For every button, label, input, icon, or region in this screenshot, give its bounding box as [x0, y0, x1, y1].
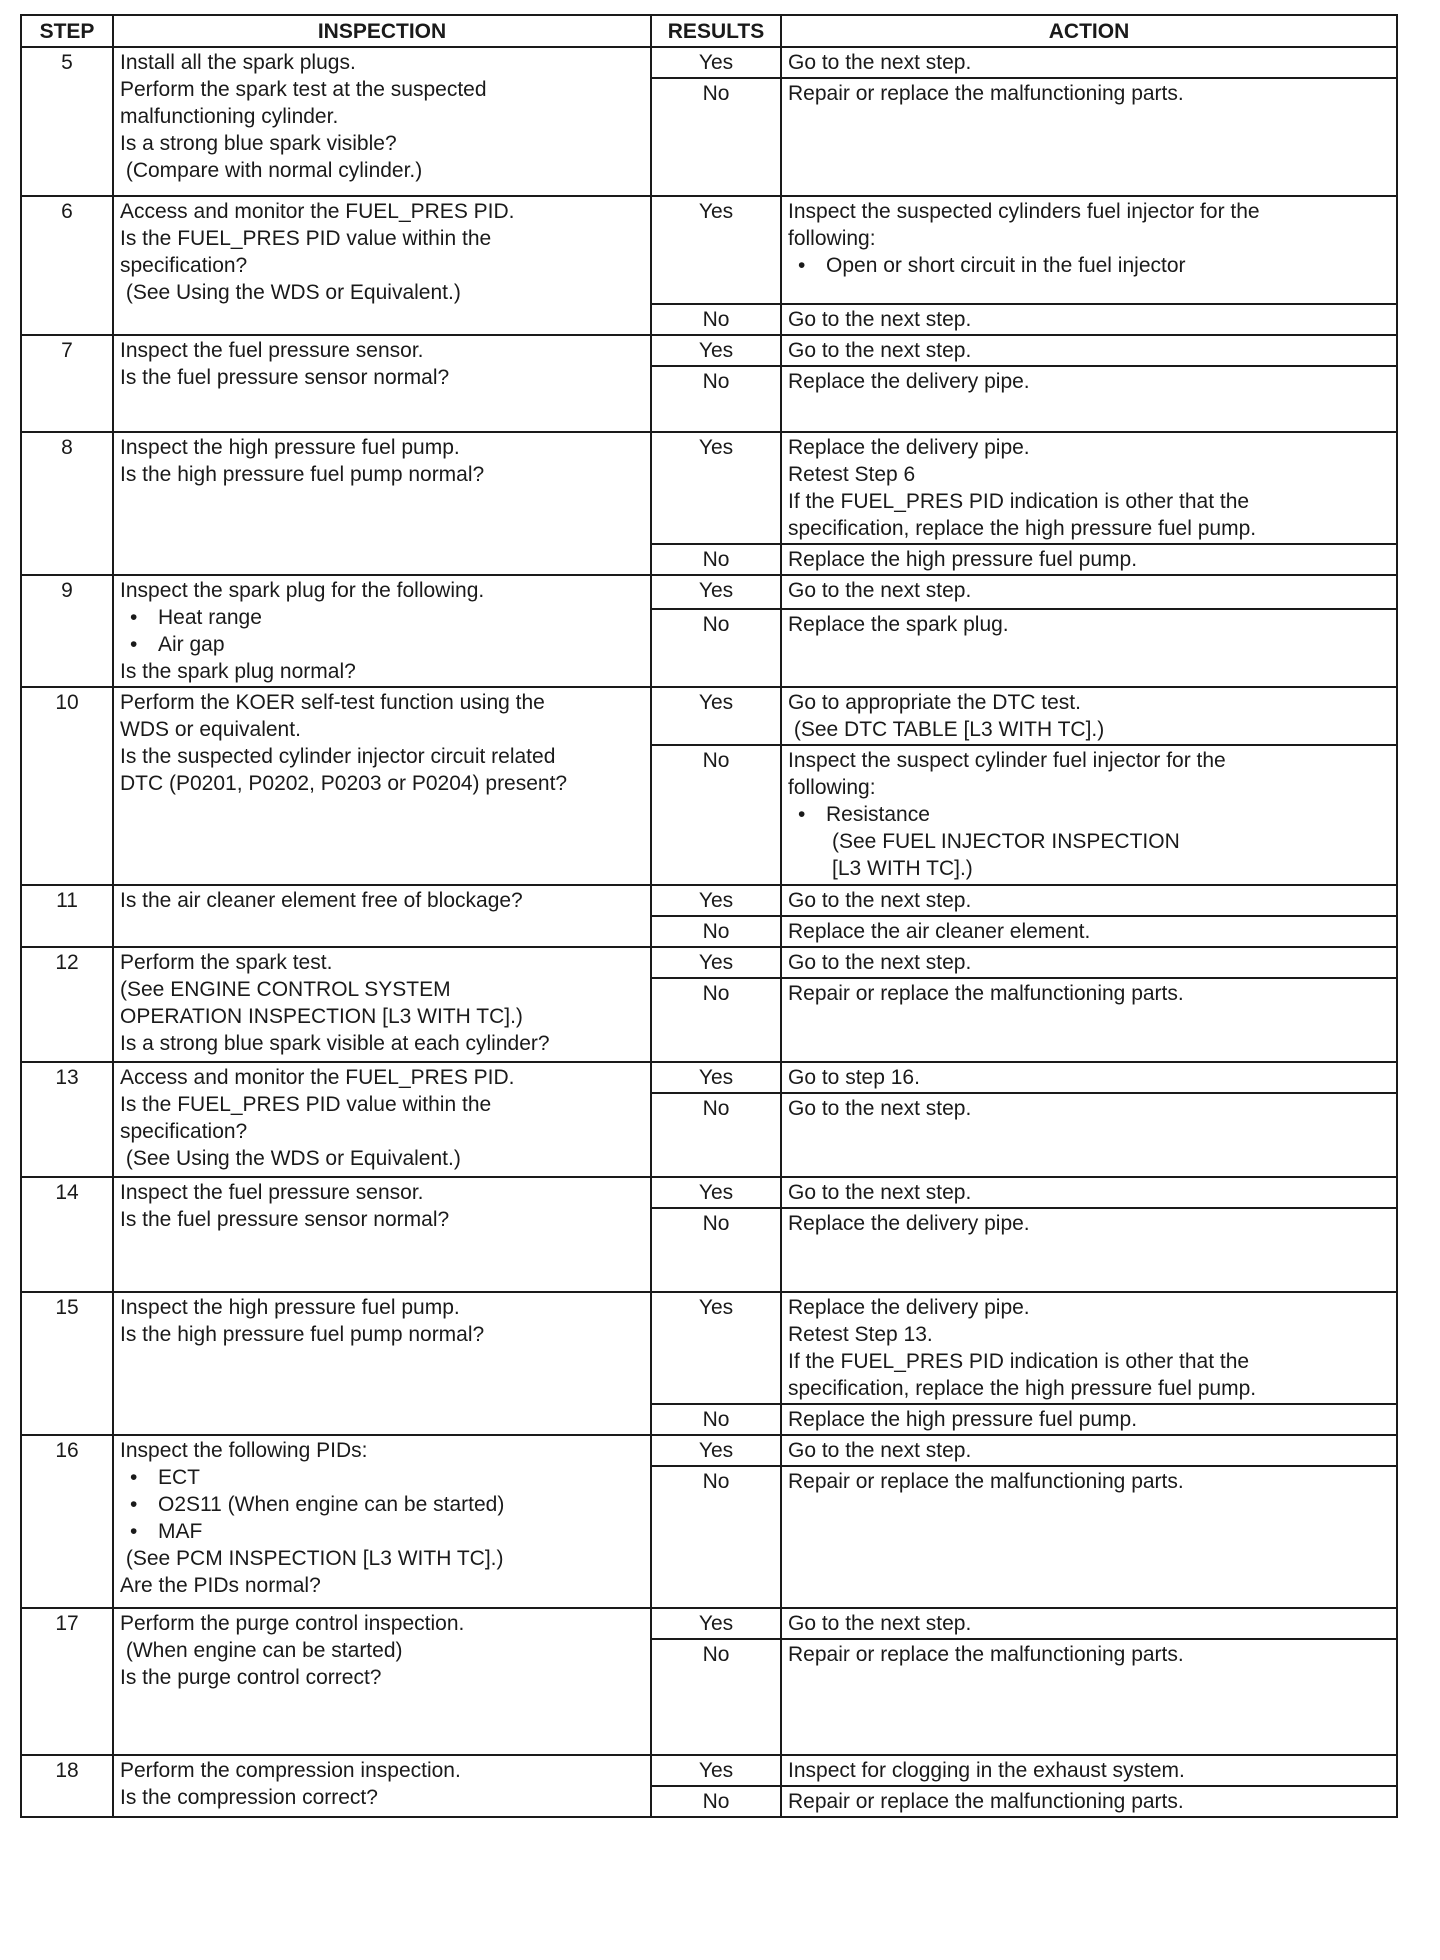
text-line: Go to appropriate the DTC test.: [788, 691, 1081, 714]
inspection-cell: [113, 47, 651, 196]
no-action-cell: [781, 609, 1397, 687]
no-action-cell: [781, 366, 1397, 432]
text-line: Perform the KOER self-test function using the: [120, 691, 545, 714]
result-yes: Yes: [651, 196, 781, 304]
yes-action-cell: [781, 1435, 1397, 1466]
inspection-cell: [113, 1755, 651, 1817]
inspection-cell: [113, 432, 651, 575]
text-line: (See DTC TABLE [L3 WITH TC].): [788, 718, 1105, 741]
result-no: No: [651, 609, 781, 687]
text-line: DTC (P0201, P0202, P0203 or P0204) present?: [120, 772, 568, 795]
text-line: Retest Step 13.: [788, 1323, 933, 1346]
text-line: Access and monitor the FUEL_PRES PID.: [120, 200, 515, 223]
text-line: Access and monitor the FUEL_PRES PID.: [120, 1066, 515, 1089]
inspection-cell: [113, 1435, 651, 1608]
no-action-cell: [781, 544, 1397, 575]
yes-action-cell: [781, 1755, 1397, 1786]
step-number: 5: [21, 47, 113, 196]
text-line: Is the suspected cylinder injector circuit related: [120, 745, 556, 768]
text-line: Perform the spark test.: [120, 951, 333, 974]
yes-action-cell: [781, 1177, 1397, 1208]
step-number: 7: [21, 335, 113, 432]
step-number: 6: [21, 196, 113, 335]
text-line: Is the spark plug normal?: [120, 660, 356, 683]
result-no: No: [651, 1404, 781, 1435]
inspection-cell: [113, 1177, 651, 1292]
table-row: [21, 1755, 1397, 1786]
text-line: Repair or replace the malfunctioning parts.: [788, 82, 1184, 105]
text-line: Go to the next step.: [788, 889, 972, 912]
step-number: 10: [21, 687, 113, 885]
result-no: No: [651, 1639, 781, 1755]
result-no: No: [651, 544, 781, 575]
text-line: Are the PIDs normal?: [120, 1574, 321, 1597]
bullet-item: • Air gap: [120, 631, 644, 658]
no-action-cell: [781, 978, 1397, 1062]
text-line: Perform the purge control inspection.: [120, 1612, 465, 1635]
yes-action-cell: [781, 1292, 1397, 1404]
result-no: No: [651, 745, 781, 885]
text-line: Is the air cleaner element free of blockage?: [120, 889, 523, 912]
step-number: 14: [21, 1177, 113, 1292]
text-line: Go to the next step.: [788, 1612, 972, 1635]
result-yes: Yes: [651, 1755, 781, 1786]
text-line: (Compare with normal cylinder.): [120, 159, 423, 182]
text-line: Retest Step 6: [788, 463, 916, 486]
text-line: Replace the high pressure fuel pump.: [788, 1408, 1138, 1431]
table-row: [21, 1292, 1397, 1404]
text-line: Replace the delivery pipe.: [788, 436, 1030, 459]
result-yes: Yes: [651, 687, 781, 745]
text-line: If the FUEL_PRES PID indication is other that the: [788, 490, 1250, 513]
text-line: Is the compression correct?: [120, 1786, 378, 1809]
result-yes: Yes: [651, 1292, 781, 1404]
text-line: If the FUEL_PRES PID indication is other that the: [788, 1350, 1250, 1373]
text-line: specification, replace the high pressure fuel pump.: [788, 1377, 1257, 1400]
bullet-item: • O2S11 (When engine can be started): [120, 1491, 644, 1518]
text-line: [L3 WITH TC].): [832, 857, 973, 880]
text-line: Is a strong blue spark visible at each cylinder?: [120, 1032, 550, 1055]
header-step: STEP: [21, 15, 113, 47]
no-action-cell: [781, 916, 1397, 947]
bullet-item: • Resistance: [788, 801, 1390, 828]
text-line: (See Using the WDS or Equivalent.): [120, 281, 461, 304]
result-yes: Yes: [651, 1062, 781, 1093]
text-line: specification, replace the high pressure fuel pump.: [788, 517, 1257, 540]
result-no: No: [651, 1093, 781, 1177]
text-line: (See FUEL INJECTOR INSPECTION: [832, 830, 1180, 853]
text-line: Is a strong blue spark visible?: [120, 132, 397, 155]
text-line: (When engine can be started): [120, 1639, 403, 1662]
no-action-cell: [781, 1786, 1397, 1817]
text-line: specification?: [120, 254, 248, 277]
text-line: Repair or replace the malfunctioning parts.: [788, 982, 1184, 1005]
text-line: Go to the next step.: [788, 51, 972, 74]
table-row: [21, 47, 1397, 78]
no-action-cell: [781, 1208, 1397, 1292]
result-no: No: [651, 304, 781, 335]
text-line: Perform the spark test at the suspected: [120, 78, 487, 101]
no-action-cell: [781, 78, 1397, 196]
step-number: 12: [21, 947, 113, 1062]
text-line: Inspect the fuel pressure sensor.: [120, 1181, 424, 1204]
result-no: No: [651, 1786, 781, 1817]
text-line: Inspect the spark plug for the following.: [120, 579, 485, 602]
text-line: Replace the high pressure fuel pump.: [788, 548, 1138, 571]
text-line: Go to the next step.: [788, 308, 972, 331]
step-number: 17: [21, 1608, 113, 1755]
table-row: [21, 432, 1397, 544]
no-action-cell: [781, 1093, 1397, 1177]
result-yes: Yes: [651, 947, 781, 978]
text-line: (See PCM INSPECTION [L3 WITH TC].): [120, 1547, 504, 1570]
text-line: Go to the next step.: [788, 1097, 972, 1120]
text-line: Go to the next step.: [788, 579, 972, 602]
step-number: 13: [21, 1062, 113, 1177]
table-row: [21, 947, 1397, 978]
result-yes: Yes: [651, 885, 781, 916]
text-line: Inspect for clogging in the exhaust system.: [788, 1759, 1185, 1782]
step-number: 11: [21, 885, 113, 947]
table-row: [21, 885, 1397, 916]
bullet-item: • ECT: [120, 1464, 644, 1491]
no-action-cell: [781, 745, 1397, 885]
text-line: Replace the air cleaner element.: [788, 920, 1091, 943]
step-number: 18: [21, 1755, 113, 1817]
text-line: OPERATION INSPECTION [L3 WITH TC].): [120, 1005, 523, 1028]
text-line: Go to the next step.: [788, 951, 972, 974]
no-action-cell: [781, 1639, 1397, 1755]
inspection-cell: [113, 687, 651, 885]
inspection-cell: [113, 947, 651, 1062]
yes-action-cell: [781, 335, 1397, 366]
inspection-cell: [113, 1608, 651, 1755]
text-line: Repair or replace the malfunctioning parts.: [788, 1470, 1184, 1493]
text-line: (See Using the WDS or Equivalent.): [120, 1147, 461, 1170]
diagnostic-table: [20, 14, 1398, 1818]
text-line: Is the high pressure fuel pump normal?: [120, 463, 485, 486]
text-line: specification?: [120, 1120, 248, 1143]
result-yes: Yes: [651, 575, 781, 609]
no-action-cell: [781, 1404, 1397, 1435]
header-action: ACTION: [781, 15, 1397, 47]
result-yes: Yes: [651, 1435, 781, 1466]
text-line: Replace the delivery pipe.: [788, 370, 1030, 393]
yes-action-cell: [781, 575, 1397, 609]
step-number: 8: [21, 432, 113, 575]
table-row: [21, 1608, 1397, 1639]
header-results: RESULTS: [651, 15, 781, 47]
text-line: Is the high pressure fuel pump normal?: [120, 1323, 485, 1346]
text-line: Is the FUEL_PRES PID value within the: [120, 227, 492, 250]
yes-action-cell: [781, 1062, 1397, 1093]
inspection-cell: [113, 1292, 651, 1435]
bullet-item: • Heat range: [120, 604, 644, 631]
yes-action-cell: [781, 47, 1397, 78]
text-line: Replace the delivery pipe.: [788, 1296, 1030, 1319]
table-row: [21, 196, 1397, 304]
step-number: 9: [21, 575, 113, 687]
yes-action-cell: [781, 687, 1397, 745]
table-row: [21, 1177, 1397, 1208]
yes-action-cell: [781, 885, 1397, 916]
text-line: Is the FUEL_PRES PID value within the: [120, 1093, 492, 1116]
text-line: Go to the next step.: [788, 1439, 972, 1462]
text-line: Inspect the suspect cylinder fuel injector for the: [788, 749, 1226, 772]
no-action-cell: [781, 1466, 1397, 1608]
result-no: No: [651, 916, 781, 947]
yes-action-cell: [781, 947, 1397, 978]
result-yes: Yes: [651, 432, 781, 544]
table-row: [21, 1062, 1397, 1093]
result-yes: Yes: [651, 1177, 781, 1208]
result-yes: Yes: [651, 335, 781, 366]
inspection-cell: [113, 885, 651, 947]
text-line: Inspect the following PIDs:: [120, 1439, 368, 1462]
text-line: Is the purge control correct?: [120, 1666, 382, 1689]
no-action-cell: [781, 304, 1397, 335]
table-row: [21, 575, 1397, 609]
text-line: Perform the compression inspection.: [120, 1759, 461, 1782]
text-line: (See ENGINE CONTROL SYSTEM: [120, 978, 451, 1001]
yes-action-cell: [781, 1608, 1397, 1639]
bullet-item: • MAF: [120, 1518, 644, 1545]
text-line: Go to the next step.: [788, 339, 972, 362]
inspection-cell: [113, 335, 651, 432]
inspection-cell: [113, 1062, 651, 1177]
text-line: following:: [788, 227, 876, 250]
text-line: Repair or replace the malfunctioning parts.: [788, 1790, 1184, 1813]
table-row: [21, 687, 1397, 745]
text-line: Replace the delivery pipe.: [788, 1212, 1030, 1235]
text-line: WDS or equivalent.: [120, 718, 301, 741]
step-number: 15: [21, 1292, 113, 1435]
text-line: Is the fuel pressure sensor normal?: [120, 1208, 450, 1231]
result-no: No: [651, 78, 781, 196]
text-line: Inspect the suspected cylinders fuel injector for the: [788, 200, 1260, 223]
table-row: [21, 1435, 1397, 1466]
result-no: No: [651, 366, 781, 432]
bullet-item: • Open or short circuit in the fuel injector: [788, 252, 1390, 279]
text-line: Is the fuel pressure sensor normal?: [120, 366, 450, 389]
text-line: Go to step 16.: [788, 1066, 920, 1089]
text-line: Install all the spark plugs.: [120, 51, 356, 74]
text-line: Go to the next step.: [788, 1181, 972, 1204]
result-yes: Yes: [651, 47, 781, 78]
text-line: Inspect the fuel pressure sensor.: [120, 339, 424, 362]
yes-action-cell: [781, 432, 1397, 544]
yes-action-cell: [781, 196, 1397, 304]
table-row: [21, 335, 1397, 366]
text-line: malfunctioning cylinder.: [120, 105, 339, 128]
result-yes: Yes: [651, 1608, 781, 1639]
inspection-cell: [113, 575, 651, 687]
result-no: No: [651, 1466, 781, 1608]
diagnostic-procedure-page: [20, 14, 1396, 1818]
header-inspection: INSPECTION: [113, 15, 651, 47]
header-row: [21, 15, 1397, 47]
text-line: Replace the spark plug.: [788, 612, 1009, 636]
table-body: [21, 47, 1397, 1817]
result-no: No: [651, 978, 781, 1062]
step-number: 16: [21, 1435, 113, 1608]
inspection-cell: [113, 196, 651, 335]
text-line: Inspect the high pressure fuel pump.: [120, 436, 460, 459]
text-line: Repair or replace the malfunctioning parts.: [788, 1643, 1184, 1666]
result-no: No: [651, 1208, 781, 1292]
text-line: Inspect the high pressure fuel pump.: [120, 1296, 460, 1319]
text-line: following:: [788, 776, 876, 799]
